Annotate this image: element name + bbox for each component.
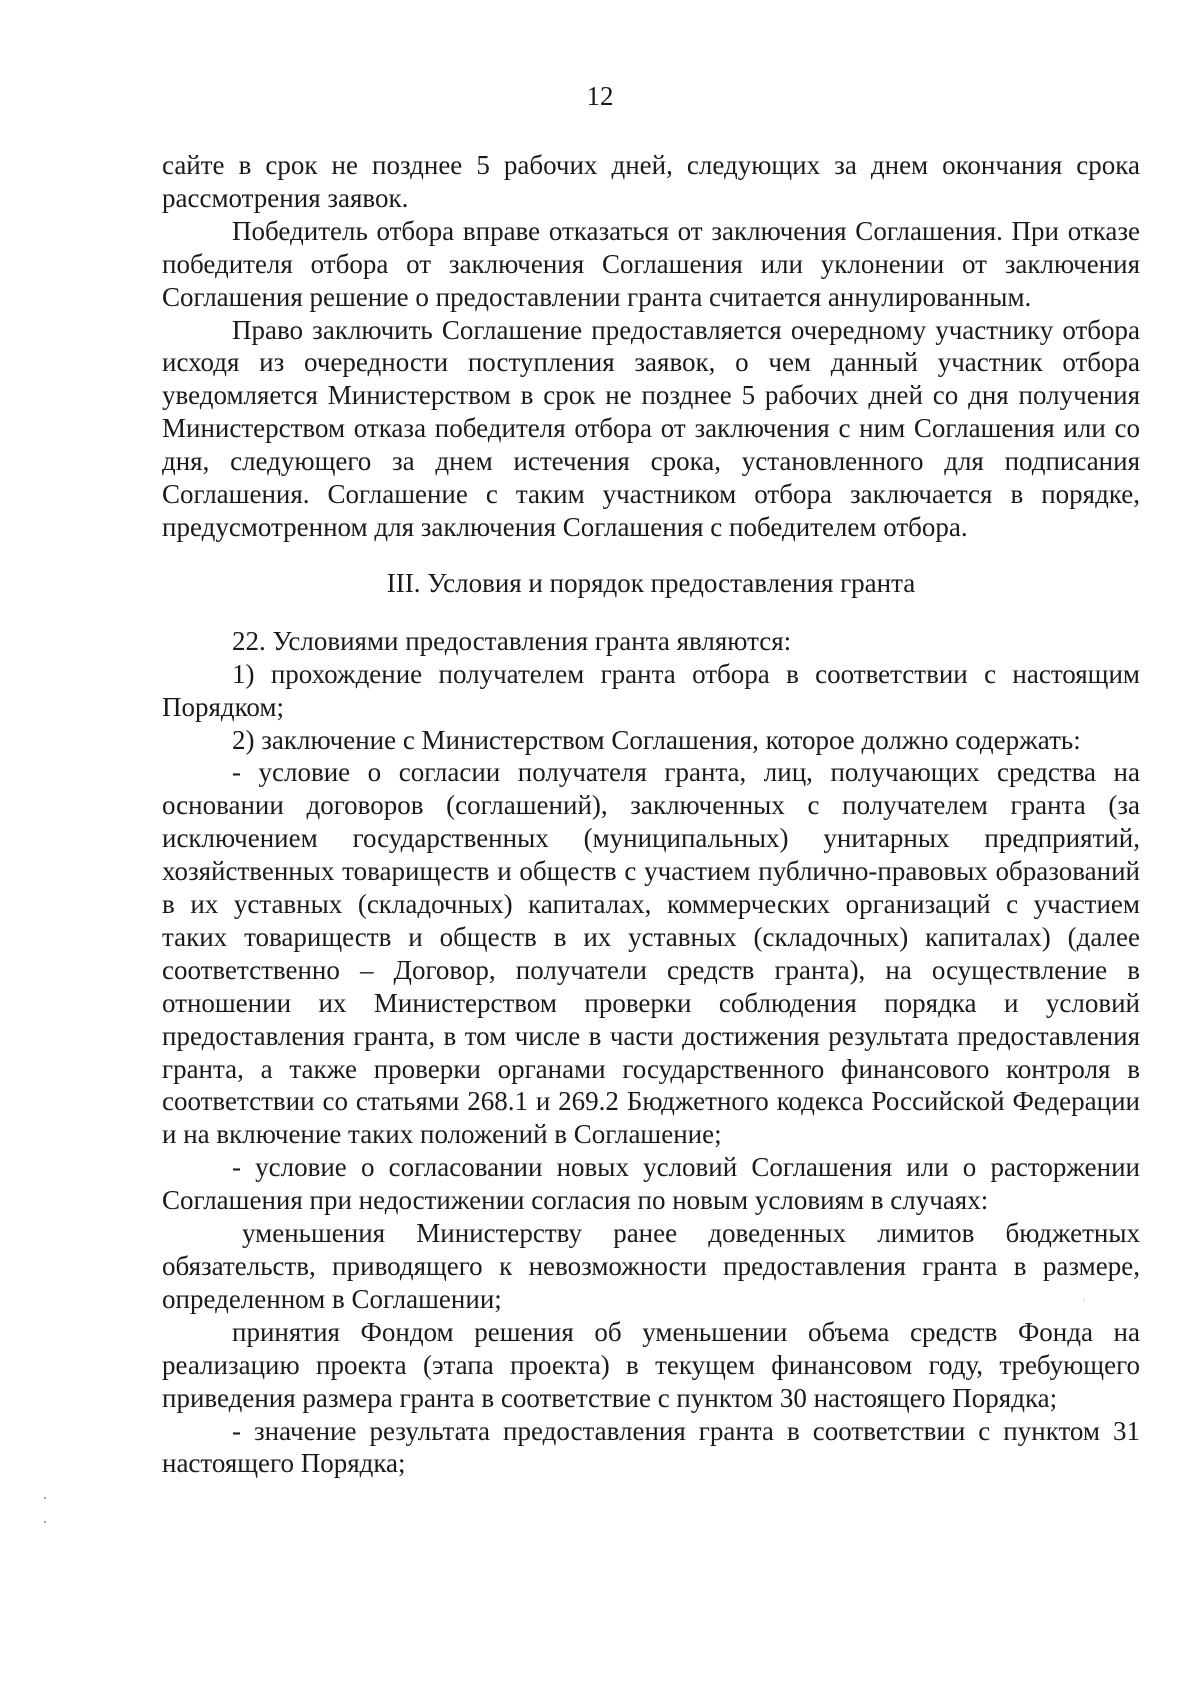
page-number: 12 bbox=[586, 81, 614, 111]
clause-condition-agreement: - условие о согласовании новых условий Соглашения или о расторжении Соглашения при недостижении согласия по новым условиям в случаях: bbox=[162, 1152, 1140, 1216]
clause-case-limits: уменьшения Министерству ранее доведенных лимитов бюджетных обязательств, приводящего к невозможности предоставления гранта в размере, определенном в Соглашении; bbox=[162, 1218, 1140, 1314]
scan-speck bbox=[1084, 1300, 1085, 1301]
clause-item-1: 1) прохождение получателем гранта отбора в соответствии с настоящим Порядком; bbox=[162, 658, 1140, 722]
clause-item-2: 2) заключение с Министерством Соглашения, которое должно содержать: bbox=[232, 724, 1081, 755]
clause-result-value: - значение результата предоставления гранта в соответствии с пунктом 31 настоящего Порядка; bbox=[162, 1415, 1140, 1479]
scan-speck bbox=[44, 1497, 46, 1499]
clause-22: 22. Условиями предоставления гранта являются: bbox=[232, 625, 792, 656]
paragraph-winner-refusal: Победитель отбора вправе отказаться от заключения Соглашения. При отказе победителя отбора от заключения Соглашения или уклонении от заключения Соглашения решение о предоставлении гранта считается аннулированным. bbox=[162, 215, 1140, 312]
paragraph-right-to-conclude: Право заключить Соглашение предоставляется очередному участнику отбора исходя из очередности поступления заявок, о чем данный участник отбора уведомляется Министерством в срок не позднее 5 рабочих дней со дня получения Министерством отказа победителя отбора от заключения с ним Соглашения или со дня, следующего за днем истечения срока, установленного для подписания Соглашения. Соглашение с таким участником отбора заключается в порядке, предусмотренном для заключения Соглашения с победителем отбора. bbox=[162, 314, 1140, 542]
scan-speck bbox=[44, 1521, 46, 1523]
clause-condition-consent: - условие о согласии получателя гранта, лиц, получающих средства на основании договоров (соглашений), заключенных с получателем гранта (за исключением государственных (муниципальных) унитарных предприятий, хозяйственных товариществ и обществ с участием публично-правовых образований в их уставных (складочных) капиталах, коммерческих организаций с участием таких товариществ и обществ в их уставных (складочных) капиталах) (далее соответственно – Договор, получатели средств гранта), на осуществление в отношении их Министерством проверки соблюдения порядка и условий предоставления гранта, в том числе в части достижения результата предоставления гранта, а также проверки органами государственного финансового контроля в соответствии со статьями 268.1 и 269.2 Бюджетного кодекса Российской Федерации и на включение таких положений в Соглашение; bbox=[162, 757, 1140, 1150]
paragraph-continuation: сайте в срок не позднее 5 рабочих дней, следующих за днем окончания срока рассмотрения заявок. bbox=[162, 150, 1140, 213]
document-body bbox=[162, 149, 1140, 1480]
section-heading: III. Условия и порядок предоставления гранта bbox=[386, 567, 916, 598]
clause-case-fund: принятия Фондом решения об уменьшении объема средств Фонда на реализацию проекта (этапа проекта) в текущем финансовом году, требующего приведения размера гранта в соответствие с пунктом 30 настоящего Порядка; bbox=[162, 1316, 1140, 1413]
